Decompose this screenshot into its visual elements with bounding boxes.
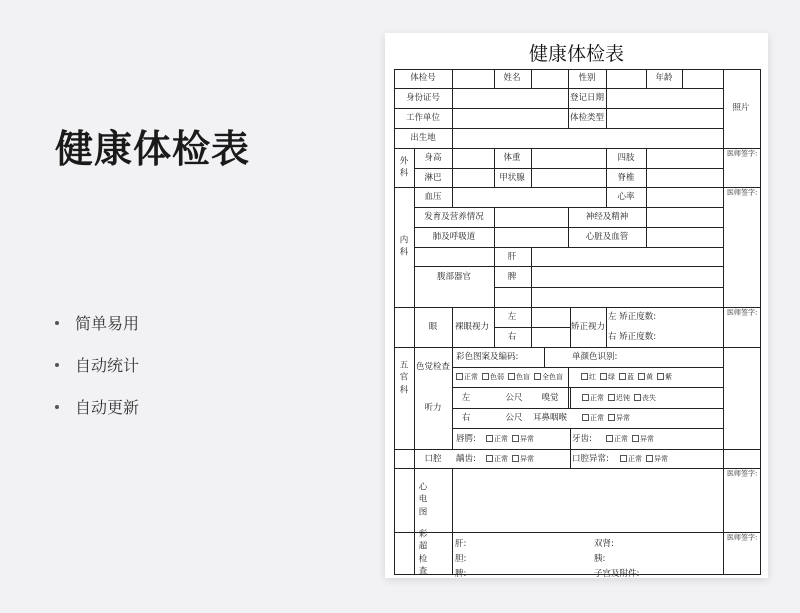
- label-eye-left: 左: [507, 311, 517, 322]
- label-exam-type: 体检类型: [569, 112, 605, 123]
- grid-hline: [414, 168, 724, 169]
- grid-hline: [414, 207, 724, 208]
- grid-hline: [452, 387, 724, 388]
- grid-vline: [606, 69, 607, 89]
- grid-hline: [394, 468, 761, 469]
- section-ecg: 心 电 图: [418, 482, 428, 518]
- label-heart: 心脏及血管: [585, 231, 629, 242]
- checkbox[interactable]: [634, 394, 641, 401]
- feature-item: [55, 354, 139, 375]
- checkbox[interactable]: [512, 435, 519, 442]
- label-hearing: 听力: [424, 402, 442, 413]
- label-reg-date: 登记日期: [569, 92, 605, 103]
- checkbox-label: 绿: [608, 373, 615, 381]
- grid-vline: [646, 187, 647, 208]
- checkbox-label: 色盲: [516, 373, 530, 381]
- label-exam-no: 体检号: [410, 72, 436, 83]
- checkbox[interactable]: [646, 455, 653, 462]
- checkbox[interactable]: [508, 373, 515, 380]
- grid-vline: [494, 207, 495, 308]
- section-surgery: 外 科: [399, 156, 409, 179]
- teeth-options: [606, 435, 654, 443]
- label-age: 年龄: [655, 72, 673, 83]
- checkbox[interactable]: [512, 455, 519, 462]
- label-smell: 嗅觉: [541, 392, 559, 403]
- checkbox[interactable]: [486, 435, 493, 442]
- section-ultrasound: 彩 超 检 查: [418, 529, 428, 577]
- label-ent: 耳鼻咽喉: [532, 412, 568, 423]
- checkbox[interactable]: [582, 394, 589, 401]
- grid-vline: [682, 69, 683, 89]
- checkbox-label: 正常: [464, 373, 478, 381]
- left-title: 健康体检表: [55, 127, 251, 171]
- grid-vline: [646, 207, 647, 248]
- label-lung: 肺及呼吸道: [432, 231, 476, 242]
- checkbox-label: 全色盲: [542, 373, 563, 381]
- label-eye: 眼: [428, 321, 438, 332]
- label-thyroid: 甲状腺: [499, 172, 525, 183]
- grid-vline: [568, 367, 569, 409]
- checkbox[interactable]: [582, 414, 589, 421]
- grid-vline: [452, 69, 453, 149]
- label-meter: 公尺: [505, 412, 523, 423]
- grid-hline: [394, 69, 761, 70]
- grid-hline: [452, 408, 724, 409]
- bullet-dot: [55, 363, 59, 367]
- grid-hline: [394, 449, 761, 450]
- label-liver: 肝: [507, 251, 517, 262]
- checkbox[interactable]: [632, 435, 639, 442]
- grid-hline: [414, 227, 724, 228]
- form-paper: [385, 33, 768, 578]
- grid-hline: [394, 108, 724, 109]
- label-us-pancreas: 胰:: [594, 553, 606, 564]
- doctor-sign: 医师签字:: [727, 149, 758, 158]
- grid-hline: [394, 128, 724, 129]
- label-us-uterus: 子宫及附件:: [594, 568, 640, 578]
- checkbox[interactable]: [581, 373, 588, 380]
- checkbox[interactable]: [486, 455, 493, 462]
- checkbox[interactable]: [619, 373, 626, 380]
- grid-hline: [394, 148, 761, 149]
- feature-item: [55, 396, 139, 417]
- label-heart-rate: 心率: [617, 191, 635, 202]
- label-employer: 工作单位: [405, 112, 441, 123]
- grid-vline: [494, 69, 495, 89]
- section-internal: 内 科: [399, 235, 409, 258]
- checkbox[interactable]: [606, 435, 613, 442]
- checkbox[interactable]: [608, 394, 615, 401]
- label-weight: 体重: [503, 152, 521, 163]
- label-lips: 唇腭:: [456, 433, 476, 444]
- label-single-color: 单颜色识别:: [572, 351, 618, 362]
- checkbox-label: 红: [589, 373, 596, 381]
- grid-vline: [570, 428, 571, 469]
- label-us-kidneys: 双肾:: [594, 538, 614, 549]
- checkbox-label: 正常: [628, 455, 642, 463]
- section-senses: 五 官 科: [399, 360, 409, 396]
- label-limbs: 四肢: [617, 152, 635, 163]
- grid-vline: [452, 187, 453, 208]
- label-caries: 龋齿:: [456, 453, 476, 464]
- label-left-degree: 左 矫正度数:: [608, 311, 657, 322]
- grid-vline: [531, 307, 532, 348]
- caries-options: [486, 455, 534, 463]
- doctor-sign: 医师签字:: [727, 533, 758, 542]
- grid-vline: [531, 247, 532, 308]
- label-id-no: 身份证号: [405, 92, 441, 103]
- grid-vline: [606, 148, 607, 188]
- color-chart-options: [456, 373, 563, 381]
- checkbox-label: 丧失: [642, 394, 656, 402]
- grid-vline: [394, 69, 395, 575]
- grid-vline: [568, 88, 569, 129]
- grid-vline: [452, 148, 453, 188]
- checkbox-label: 正常: [590, 394, 604, 402]
- label-development: 发育及营养情况: [424, 211, 484, 222]
- doctor-sign: 医师签字:: [727, 308, 758, 317]
- label-photo: 照片: [732, 102, 750, 113]
- checkbox-label: 黄: [646, 373, 653, 381]
- label-mouth-abnormal: 口腔异常:: [572, 453, 609, 464]
- label-corrected-vision: 矫正视力: [570, 321, 606, 332]
- grid-vline: [606, 88, 607, 129]
- grid-hline: [452, 428, 724, 429]
- checkbox-label: 紫: [665, 373, 672, 381]
- feature-label: 简单易用: [75, 314, 140, 333]
- smell-options: [582, 394, 656, 402]
- grid-hline: [452, 367, 724, 368]
- checkbox[interactable]: [482, 373, 489, 380]
- label-color-vision: 色觉检查: [415, 361, 451, 372]
- label-abdomen: 腹部器官: [436, 271, 472, 282]
- doctor-sign: 医师签字:: [727, 469, 758, 478]
- label-teeth: 牙齿:: [572, 433, 592, 444]
- grid-hline: [494, 287, 724, 288]
- bullet-dot: [55, 405, 59, 409]
- checkbox-label: 正常: [494, 455, 508, 463]
- label-color-chart: 彩色图案及编码:: [456, 351, 519, 362]
- single-color-options: [581, 373, 672, 381]
- grid-vline: [568, 207, 569, 248]
- checkbox-label: 正常: [590, 414, 604, 422]
- label-us-liver: 肝:: [455, 538, 467, 549]
- label-gender: 性别: [578, 72, 596, 83]
- label-right-degree: 右 矫正度数:: [608, 331, 657, 342]
- label-us-spleen: 脾:: [455, 568, 467, 578]
- checkbox[interactable]: [600, 373, 607, 380]
- grid-hline: [494, 327, 571, 328]
- checkbox-label: 迟钝: [616, 394, 630, 402]
- grid-hline: [394, 88, 724, 89]
- grid-vline: [760, 69, 761, 575]
- checkbox-label: 异常: [616, 414, 630, 422]
- grid-vline: [723, 69, 724, 575]
- form-grid: [394, 69, 761, 578]
- label-birthplace: 出生地: [410, 132, 436, 143]
- grid-hline: [394, 187, 761, 188]
- feature-list: [55, 312, 139, 438]
- label-hear-left: 左: [461, 392, 471, 403]
- grid-vline: [544, 347, 545, 368]
- bullet-dot: [55, 321, 59, 325]
- checkbox-label: 蓝: [627, 373, 634, 381]
- label-meter: 公尺: [505, 392, 523, 403]
- checkbox-label: 异常: [640, 435, 654, 443]
- grid-vline: [606, 307, 607, 348]
- grid-vline: [646, 148, 647, 188]
- doctor-sign: 医师签字:: [727, 188, 758, 197]
- grid-vline: [531, 69, 532, 89]
- checkbox[interactable]: [456, 373, 463, 380]
- grid-hline: [414, 266, 724, 267]
- label-height: 身高: [424, 152, 442, 163]
- checkbox-label: 色弱: [490, 373, 504, 381]
- form-title: 健康体检表: [528, 43, 624, 65]
- checkbox[interactable]: [534, 373, 541, 380]
- grid-hline: [394, 347, 761, 348]
- label-mouth: 口腔: [424, 453, 442, 464]
- feature-label: 自动更新: [75, 398, 140, 417]
- ent-options: [582, 414, 630, 422]
- grid-hline: [414, 247, 724, 248]
- checkbox[interactable]: [638, 373, 645, 380]
- grid-hline: [394, 574, 761, 575]
- checkbox[interactable]: [608, 414, 615, 421]
- grid-vline: [646, 69, 647, 89]
- checkbox[interactable]: [620, 455, 627, 462]
- label-blood-pressure: 血压: [424, 191, 442, 202]
- grid-hline: [394, 307, 761, 308]
- grid-vline: [494, 148, 495, 188]
- lips-options: [486, 435, 534, 443]
- grid-vline: [531, 148, 532, 188]
- checkbox-label: 异常: [520, 455, 534, 463]
- checkbox-label: 异常: [654, 455, 668, 463]
- grid-vline: [606, 187, 607, 208]
- label-hear-right: 右: [461, 412, 471, 423]
- label-eye-right: 右: [507, 331, 517, 342]
- grid-vline: [568, 69, 569, 89]
- checkbox-label: 正常: [494, 435, 508, 443]
- checkbox-label: 正常: [614, 435, 628, 443]
- feature-label: 自动统计: [75, 356, 140, 375]
- label-name: 姓名: [503, 72, 521, 83]
- label-us-gallbladder: 胆:: [455, 553, 467, 564]
- grid-vline: [414, 148, 415, 575]
- grid-hline: [394, 532, 761, 533]
- grid-vline: [494, 307, 495, 348]
- grid-vline: [570, 387, 571, 409]
- label-spleen: 脾: [507, 271, 517, 282]
- label-spine: 脊椎: [617, 172, 635, 183]
- label-naked-vision: 裸眼视力: [454, 321, 490, 332]
- mouth-abnormal-options: [620, 455, 668, 463]
- checkbox[interactable]: [657, 373, 664, 380]
- grid-vline: [452, 468, 453, 575]
- checkbox-label: 异常: [520, 435, 534, 443]
- feature-item: [55, 312, 139, 333]
- label-nervous: 神经及精神: [585, 211, 629, 222]
- label-lymph: 淋巴: [424, 172, 442, 183]
